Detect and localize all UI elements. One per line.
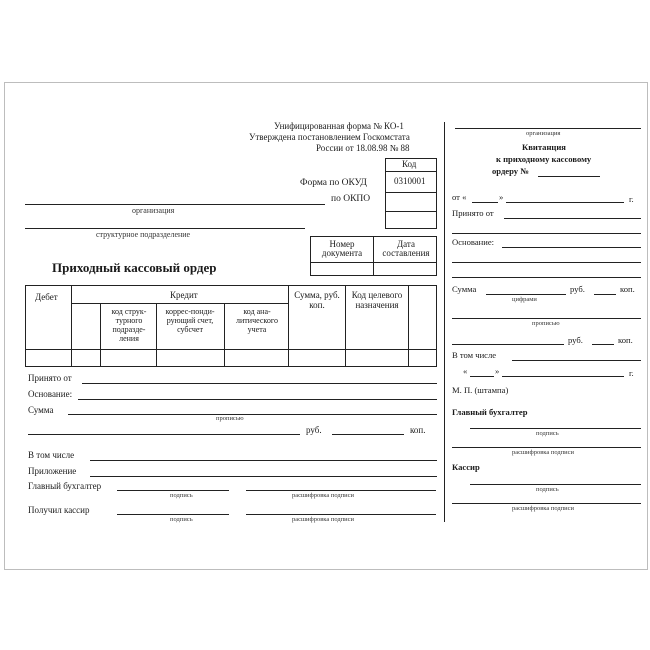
- received-from-line: [82, 383, 437, 384]
- receipt-cashier-signature-line: [470, 484, 641, 485]
- form-name-line2: Утверждена постановлением Госкомстата: [249, 132, 410, 142]
- receipt-chief-signature-line: [470, 428, 641, 429]
- receipt-from-mid: »: [499, 192, 504, 202]
- sum-line: [68, 414, 437, 415]
- chief-signature-caption: подпись: [170, 492, 193, 499]
- col-line-7: [408, 285, 409, 367]
- receipt-kop-line-2: [592, 344, 614, 345]
- receipt-rub-label: руб.: [570, 284, 585, 294]
- form-name-line1: Унифицированная форма № КО-1: [274, 121, 404, 131]
- receipt-date-year-label: г.: [629, 368, 634, 378]
- chief-decode-line: [246, 490, 436, 491]
- chief-accountant-label: Главный бухгалтер: [28, 481, 102, 491]
- col-line-3: [156, 303, 157, 367]
- receipt-kop-label: коп.: [620, 284, 635, 294]
- col-purpose-header: Код целевого назначения: [351, 290, 403, 310]
- cashier-signature-line: [117, 514, 229, 515]
- col-line-2: [100, 303, 101, 367]
- receipt-day-line: [472, 202, 498, 203]
- attachment-line: [90, 476, 437, 477]
- receipt-month-line: [506, 202, 624, 203]
- cashier-signature-caption: подпись: [170, 516, 193, 523]
- receipt-in-words-caption: прописью: [532, 320, 560, 327]
- basis-label: Основание:: [28, 389, 73, 399]
- doc-table-row-line: [310, 262, 437, 263]
- receipt-basis-line-3: [452, 277, 641, 278]
- receipt-chief-decode-caption: расшифровка подписи: [512, 449, 575, 456]
- receipt-cashier-decode-caption: расшифровка подписи: [512, 505, 575, 512]
- organization-line: [25, 204, 325, 205]
- receipt-words-line: [452, 318, 641, 319]
- including-line: [90, 460, 437, 461]
- rub-label: руб.: [306, 425, 322, 435]
- chief-signature-line: [117, 490, 229, 491]
- receipt-cashier-label: Кассир: [452, 462, 480, 472]
- receipt-including-label: В том числе: [452, 350, 497, 360]
- receipt-digits-caption: цифрами: [512, 296, 537, 303]
- col-line-6: [345, 285, 346, 367]
- receipt-cashier-signature-caption: подпись: [536, 486, 559, 493]
- col-account-header: коррес-понди-рующий счет, субсчет: [165, 307, 215, 334]
- okpo-label: по ОКПО: [331, 194, 371, 204]
- including-label: В том числе: [28, 450, 75, 460]
- subdivision-caption: структурное подразделение: [96, 230, 191, 239]
- kod-label: Код: [402, 159, 417, 169]
- receipt-date-day-line: [470, 376, 494, 377]
- cashier-received-label: Получил кассир: [28, 505, 90, 515]
- receipt-stamp-label: М. П. (штампа): [452, 385, 509, 395]
- receipt-title-3: ордеру №: [492, 166, 529, 176]
- okpo-box: [385, 192, 437, 212]
- receipt-date-prefix: «: [463, 366, 468, 376]
- receipt-basis-line: [502, 247, 641, 248]
- chief-decode-caption: расшифровка подписи: [292, 492, 355, 499]
- receipt-sum-label: Сумма: [452, 284, 477, 294]
- subdivision-line: [25, 228, 305, 229]
- basis-line: [78, 399, 437, 400]
- receipt-basis-line-2: [452, 262, 641, 263]
- credit-header: Кредит: [170, 290, 198, 300]
- receipt-title-1: Квитанция: [522, 142, 566, 152]
- receipt-chief-accountant-label: Главный бухгалтер: [452, 407, 528, 417]
- col-line-5: [288, 285, 289, 367]
- cashier-decode-line: [246, 514, 436, 515]
- col-subdivision-header: код струк-турного подразде-ления: [111, 307, 147, 343]
- receipt-kop-label-2: коп.: [618, 335, 633, 345]
- extra-code-box: [385, 211, 437, 229]
- okud-value: 0310001: [394, 176, 426, 186]
- receipt-date-month-line: [502, 376, 624, 377]
- receipt-year-label: г.: [629, 194, 634, 204]
- okud-label: Форма по ОКУД: [300, 178, 367, 188]
- col-line-4: [224, 303, 225, 367]
- receipt-rub-label-2: руб.: [568, 335, 583, 345]
- receipt-sum-digits-line: [486, 294, 566, 295]
- doc-date-label: Дата составления: [382, 239, 430, 258]
- receipt-received-line: [504, 218, 641, 219]
- col-analytic-header: код ана-литического учета: [236, 307, 278, 334]
- receipt-chief-decode-line: [452, 447, 641, 448]
- kop-label: коп.: [410, 425, 426, 435]
- sum-label: Сумма: [28, 405, 54, 415]
- credit-under-line: [71, 303, 288, 304]
- col-line-1: [71, 285, 72, 367]
- debit-header: Дебет: [35, 292, 58, 302]
- col-sum-header: Сумма, руб. коп.: [294, 290, 340, 310]
- receipt-including-line: [512, 360, 641, 361]
- receipt-received-from-label: Принято от: [452, 208, 494, 218]
- form-name-line3: России от 18.08.98 № 88: [316, 143, 410, 153]
- receipt-cashier-decode-line: [452, 503, 641, 504]
- attachment-label: Приложение: [28, 466, 77, 476]
- receipt-org-line: [455, 128, 641, 129]
- receipt-date-mid: »: [495, 366, 500, 376]
- doc-table-divider: [373, 236, 374, 276]
- receipt-number-line: [538, 176, 600, 177]
- received-from-label: Принято от: [28, 373, 72, 383]
- receipt-basis-label: Основание:: [452, 237, 495, 247]
- receipt-from-prefix: от «: [452, 192, 467, 202]
- sum-line-2: [28, 434, 300, 435]
- receipt-kop-line: [594, 294, 616, 295]
- receipt-title-2: к приходному кассовому: [496, 154, 592, 164]
- organization-caption: организация: [132, 206, 175, 215]
- receipt-chief-signature-caption: подпись: [536, 430, 559, 437]
- doc-number-label: Номер документа: [321, 239, 363, 258]
- document-title: Приходный кассовый ордер: [52, 260, 217, 275]
- sum-in-words-caption: прописью: [216, 415, 244, 422]
- receipt-cut-line: [444, 122, 445, 522]
- receipt-received-line-2: [452, 233, 641, 234]
- kop-line: [332, 434, 404, 435]
- cashier-decode-caption: расшифровка подписи: [292, 516, 355, 523]
- receipt-org-caption: организация: [526, 130, 561, 137]
- receipt-words-line-2: [452, 344, 564, 345]
- table-body-line: [25, 349, 437, 350]
